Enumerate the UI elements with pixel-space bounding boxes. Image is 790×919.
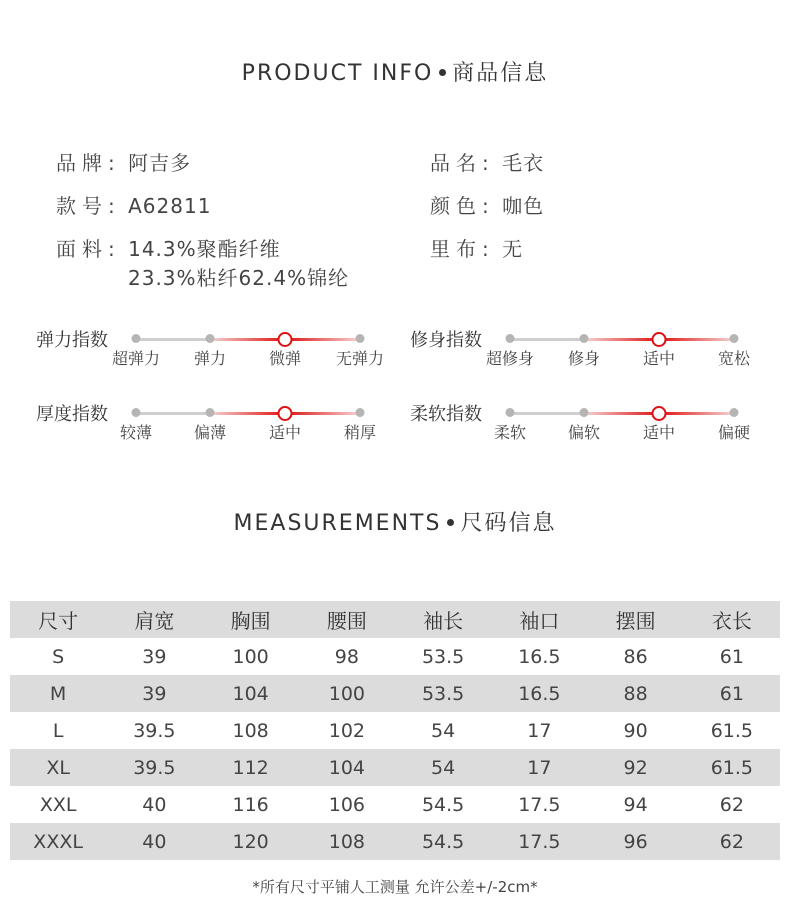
header-length: 衣长 bbox=[684, 601, 780, 638]
index-node-icon bbox=[730, 334, 739, 343]
index-node-icon bbox=[206, 408, 215, 417]
index-node-icon bbox=[356, 408, 365, 417]
index-option-label: 偏硬 bbox=[717, 423, 751, 442]
index-node-icon bbox=[580, 408, 589, 417]
info-label: 款号: bbox=[56, 194, 121, 218]
measurement-cell: 17 bbox=[527, 719, 552, 742]
index-option-label: 偏软 bbox=[567, 423, 601, 442]
size-label-cell: L bbox=[52, 719, 64, 742]
measurement-cell: 61.5 bbox=[710, 719, 754, 742]
header-size: 尺寸 bbox=[10, 601, 106, 638]
size-table-body bbox=[10, 638, 780, 860]
measurement-cell: 102 bbox=[328, 719, 365, 742]
info-color bbox=[430, 190, 544, 219]
info-fabric-line2 bbox=[128, 262, 349, 291]
measurement-cell: 88 bbox=[588, 675, 684, 712]
header-waist: 腰围 bbox=[299, 601, 395, 638]
index-name: 柔软指数 bbox=[410, 404, 482, 425]
table-row bbox=[10, 638, 780, 675]
product-info-title-en: PRODUCT INFO bbox=[241, 61, 434, 86]
index-selected-marker-icon bbox=[652, 406, 667, 421]
index-option-label: 弹力 bbox=[193, 349, 227, 368]
measurement-cell: 86 bbox=[623, 645, 648, 668]
index-option-label: 超弹力 bbox=[111, 349, 161, 368]
fit-index-scale bbox=[410, 326, 790, 374]
measurement-cell: 16.5 bbox=[518, 645, 561, 668]
table-row bbox=[10, 823, 780, 860]
index-option-label: 稍厚 bbox=[343, 423, 377, 442]
index-option-label: 适中 bbox=[268, 423, 302, 442]
elasticity-index-scale bbox=[36, 326, 426, 374]
bullet-dot-icon bbox=[447, 519, 454, 526]
measurement-cell: 92 bbox=[588, 749, 684, 786]
measurement-footnote: *所有尺寸平铺人工测量 允许公差+/-2cm* bbox=[252, 878, 538, 896]
info-label: 颜色: bbox=[430, 194, 495, 218]
info-label: 面料: bbox=[56, 237, 121, 261]
index-name: 弹力指数 bbox=[36, 330, 108, 351]
measurement-cell: 40 bbox=[142, 793, 167, 816]
size-label-cell: XL bbox=[10, 749, 106, 786]
measurement-cell: 17 bbox=[491, 749, 587, 786]
info-value: 14.3%聚酯纤维 bbox=[128, 237, 281, 261]
index-option-label: 适中 bbox=[642, 423, 676, 442]
measurement-cell: 39 bbox=[106, 675, 202, 712]
header-shoulder: 肩宽 bbox=[106, 601, 202, 638]
measurement-cell: 100 bbox=[232, 645, 269, 668]
header-cuff: 袖口 bbox=[491, 601, 587, 638]
measurement-cell: 54.5 bbox=[421, 793, 465, 816]
measurement-cell: 62 bbox=[684, 823, 780, 860]
index-node-icon bbox=[356, 334, 365, 343]
measurement-cell: 39.5 bbox=[106, 749, 202, 786]
measurement-cell: 53.5 bbox=[395, 675, 491, 712]
measurement-cell: 98 bbox=[334, 645, 359, 668]
measurements-title-en: MEASUREMENTS bbox=[233, 511, 442, 536]
measurement-cell: 104 bbox=[203, 675, 299, 712]
softness-index-scale bbox=[410, 400, 790, 448]
measurement-cell: 108 bbox=[232, 719, 269, 742]
info-fabric bbox=[56, 233, 281, 262]
table-row bbox=[10, 786, 780, 823]
measurement-cell: 116 bbox=[232, 793, 269, 816]
table-row bbox=[10, 675, 780, 712]
measurement-cell: 90 bbox=[623, 719, 648, 742]
measurement-cell: 16.5 bbox=[491, 675, 587, 712]
measurement-cell: 61 bbox=[719, 645, 744, 668]
measurement-cell: 61 bbox=[684, 675, 780, 712]
info-label: 品牌: bbox=[56, 151, 121, 175]
measurement-cell: 40 bbox=[106, 823, 202, 860]
measurement-cell: 17.5 bbox=[491, 823, 587, 860]
size-label-cell: S bbox=[52, 645, 65, 668]
measurement-cell: 17.5 bbox=[518, 793, 561, 816]
measurement-cell: 106 bbox=[328, 793, 365, 816]
table-row bbox=[10, 749, 780, 786]
thickness-index-scale bbox=[36, 400, 426, 448]
measurement-cell: 53.5 bbox=[421, 645, 465, 668]
measurement-cell: 54 bbox=[395, 749, 491, 786]
measurement-cell: 54 bbox=[431, 719, 456, 742]
index-option-label: 超修身 bbox=[485, 349, 535, 368]
size-table-header-row bbox=[10, 601, 780, 638]
size-label-cell: XXL bbox=[39, 793, 77, 816]
info-value: 毛衣 bbox=[502, 151, 545, 175]
index-option-label: 微弹 bbox=[268, 349, 302, 368]
table-row bbox=[10, 712, 780, 749]
info-value: A62811 bbox=[128, 194, 212, 218]
info-value: 无 bbox=[502, 237, 524, 261]
header-hem: 摆围 bbox=[588, 601, 684, 638]
info-brand bbox=[56, 147, 191, 176]
measurements-heading bbox=[0, 506, 790, 537]
measurement-cell: 61.5 bbox=[684, 749, 780, 786]
size-label-cell: M bbox=[10, 675, 106, 712]
product-info-heading bbox=[0, 56, 790, 87]
size-table bbox=[10, 601, 780, 860]
measurement-cell: 108 bbox=[299, 823, 395, 860]
measurement-cell: 62 bbox=[719, 793, 744, 816]
info-label: 品名: bbox=[430, 151, 495, 175]
header-chest: 胸围 bbox=[203, 601, 299, 638]
measurement-cell: 100 bbox=[299, 675, 395, 712]
measurement-cell: 96 bbox=[588, 823, 684, 860]
index-option-label: 偏薄 bbox=[193, 423, 227, 442]
index-selected-marker-icon bbox=[278, 332, 293, 347]
header-sleeve-length: 袖长 bbox=[395, 601, 491, 638]
info-product-name bbox=[430, 147, 544, 176]
index-name: 厚度指数 bbox=[36, 404, 108, 425]
info-style-number bbox=[56, 190, 211, 219]
measurement-cell: 120 bbox=[203, 823, 299, 860]
index-option-label: 无弹力 bbox=[335, 349, 385, 368]
info-label: 里布: bbox=[430, 237, 495, 261]
index-option-label: 适中 bbox=[642, 349, 676, 368]
measurement-cell: 94 bbox=[623, 793, 648, 816]
index-node-icon bbox=[730, 408, 739, 417]
measurement-cell: 112 bbox=[203, 749, 299, 786]
info-value: 阿吉多 bbox=[128, 151, 192, 175]
info-value: 23.3%粘纤62.4%锦纶 bbox=[128, 266, 350, 290]
info-value: 咖色 bbox=[502, 194, 545, 218]
product-info-title-cn: 商品信息 bbox=[452, 61, 549, 86]
measurement-cell: 54.5 bbox=[395, 823, 491, 860]
index-option-label: 修身 bbox=[567, 349, 601, 368]
index-option-label: 宽松 bbox=[717, 349, 751, 368]
index-selected-marker-icon bbox=[652, 332, 667, 347]
index-selected-marker-icon bbox=[278, 406, 293, 421]
index-node-icon bbox=[506, 408, 515, 417]
index-option-label: 柔软 bbox=[493, 423, 527, 442]
info-lining bbox=[430, 233, 523, 262]
index-node-icon bbox=[132, 334, 141, 343]
index-node-icon bbox=[506, 334, 515, 343]
measurements-title-cn: 尺码信息 bbox=[460, 511, 557, 536]
index-node-icon bbox=[206, 334, 215, 343]
index-name: 修身指数 bbox=[410, 330, 482, 351]
index-node-icon bbox=[132, 408, 141, 417]
measurement-cell: 39 bbox=[142, 645, 167, 668]
index-option-label: 较薄 bbox=[119, 423, 153, 442]
size-label-cell: XXXL bbox=[10, 823, 106, 860]
bullet-dot-icon bbox=[439, 69, 446, 76]
index-node-icon bbox=[580, 334, 589, 343]
measurement-cell: 104 bbox=[299, 749, 395, 786]
measurement-cell: 39.5 bbox=[133, 719, 176, 742]
